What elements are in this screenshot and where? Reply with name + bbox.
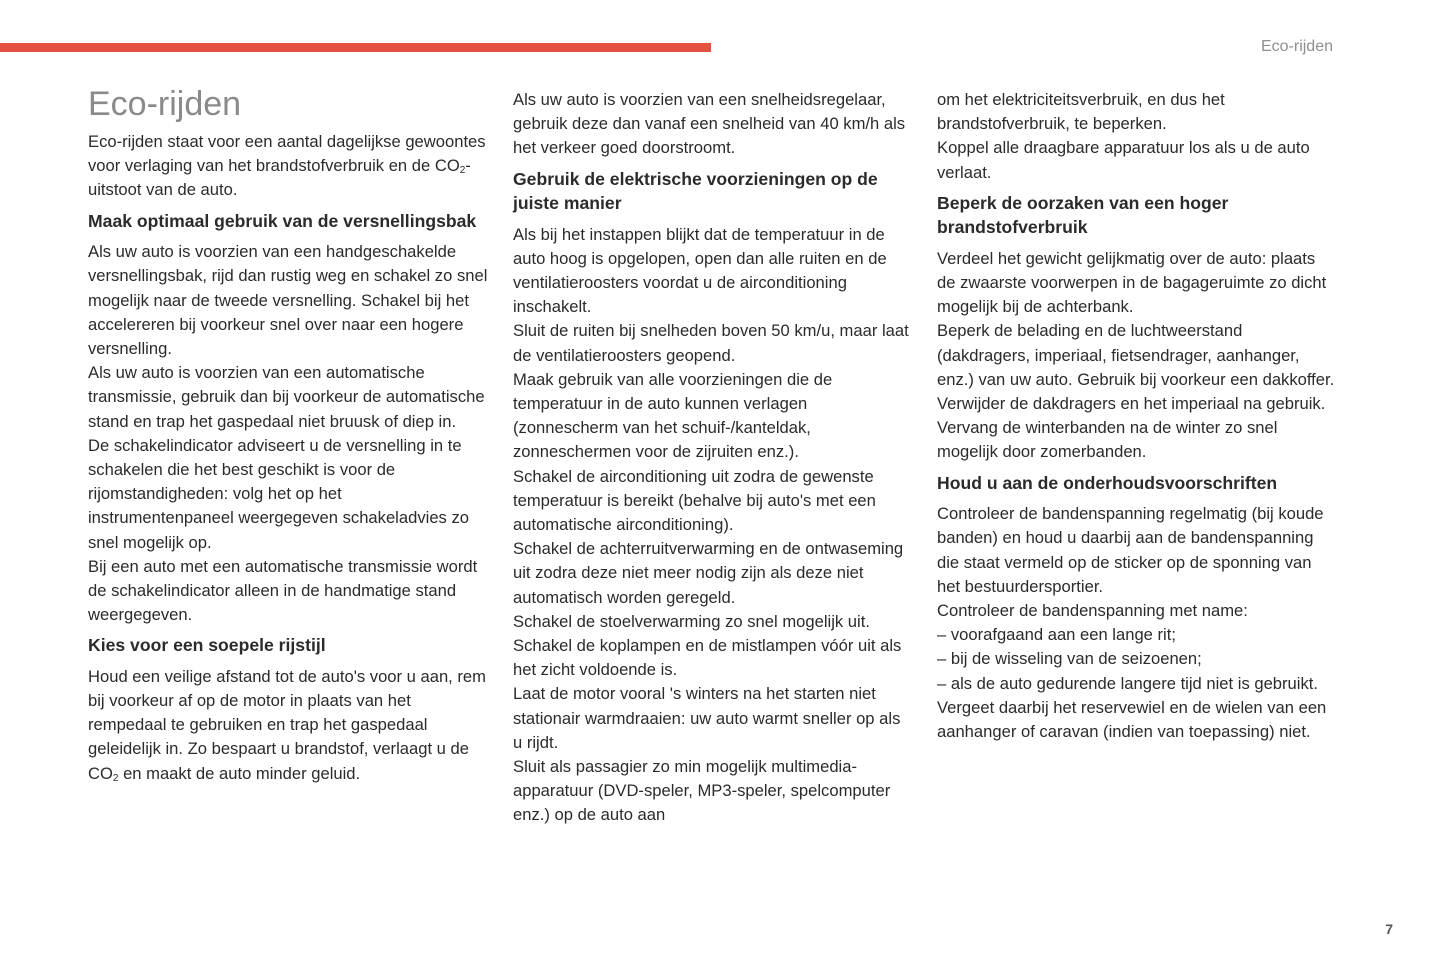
causes-paragraph-3: Verwijder de dakdragers en het imperiaal na gebruik. (937, 394, 1326, 414)
page-title: Eco-rijden (88, 85, 242, 123)
electrical-paragraph-7: Schakel de koplampen en de mistlampen vóór uit als het zicht voldoende is. (513, 636, 902, 680)
running-header: Eco-rijden (1260, 38, 1333, 55)
gearbox-paragraph-1: Als uw auto is voorzien van een handgeschakelde versnellingsbak, rijd dan rustig weg en schakel zo snel mogelijk naar de tweede versnelling. Schakel bij het accelereren bij voorkeur snel over naar een hogere versnelling. (88, 242, 488, 358)
electrical-paragraph-8: Laat de motor vooral 's winters na het starten niet stationair warmdraaien: uw auto warmt sneller op als u rijdt. (513, 684, 901, 752)
causes-paragraph-1: Verdeel het gewicht gelijkmatig over de auto: plaats de zwaarste voorwerpen in de bagageruimte zo dicht mogelijk bij de achterbank. (937, 248, 1327, 317)
cruise-control-paragraph: Als uw auto is voorzien van een snelheidsregelaar, gebruik deze dan vanaf een snelheid van 40 km/h als het verkeer goed doorstroomt. (513, 90, 906, 158)
continued-paragraph-2: Koppel alle draagbare apparatuur los als u de auto verlaat. (937, 138, 1310, 182)
intro-text-2: -uitstoot van de auto. (88, 156, 471, 200)
gearbox-paragraph-2: Als uw auto is voorzien van een automatische transmissie, gebruik dan bij voorkeur de automatische stand en trap het gaspedaal niet bruusk of diep in. (88, 363, 485, 431)
gearbox-paragraph-3: De schakelindicator adviseert u de versnelling in te schakelen die het best geschikt is voor de rijomstandigheden: volg het op het instrumentenpaneel weergegeven schakeladvies zo snel mogelijk op. (88, 435, 469, 552)
continued-paragraph-1: om het elektriciteitsverbruik, en dus het brandstofverbruik, te beperken. (937, 90, 1225, 134)
list-item: – bij de wisseling van de seizoenen; (937, 649, 1202, 669)
intro-paragraph (88, 130, 488, 203)
column-3 (937, 88, 1337, 744)
co2-subscript: 2 (112, 772, 119, 784)
style-text-1: Houd een veilige afstand tot de auto's voor u aan, rem bij voorkeur af op de motor in plaats van het rempedaal te gebruiken en trap het gaspedaal geleidelijk in. Zo bespaart u brandstof, verlaagt u de CO (88, 666, 486, 783)
electrical-paragraph-5: Schakel de achterruitverwarming en de ontwaseming uit zodra deze niet meer nodig zijn als deze niet automatisch worden geregeld. (513, 539, 904, 607)
electrical-paragraph-3: Maak gebruik van alle voorzieningen die de temperatuur in de auto kunnen verlagen (zonnescherm van het schuif-/kanteldak, zonneschermen voor de zijruiten enz.). (513, 369, 833, 462)
heading-electrical: Gebruik de elektrische voorzieningen op de juiste manier (513, 168, 878, 214)
list-item: – voorafgaand aan een lange rit; (937, 625, 1176, 645)
heading-gearbox: Maak optimaal gebruik van de versnellingsbak (88, 210, 477, 231)
driving-style-paragraph (88, 665, 488, 786)
causes-paragraph-2: Beperk de belading en de luchtweerstand (dakdragers, imperiaal, fietsendrager, aanhanger, enz.) van uw auto. Gebruik bij voorkeur een dakkoffer. (937, 321, 1335, 389)
electrical-paragraph-2: Sluit de ruiten bij snelheden boven 50 km/u, maar laat de ventilatieroosters geopend. (513, 321, 909, 365)
page-number: 7 (1385, 921, 1393, 937)
maintenance-paragraph-2: Controleer de bandenspanning met name: (937, 600, 1248, 620)
column-1 (88, 86, 488, 786)
electrical-paragraph-9: Sluit als passagier zo min mogelijk multimedia-apparatuur (DVD-speler, MP3-speler, spelcomputer enz.) op de auto aan (513, 757, 891, 825)
electrical-paragraph-1: Als bij het instappen blijkt dat de temperatuur in de auto hoog is opgelopen, open dan alle ruiten en de ventilatieroosters voordat u de airconditioning inschakelt. (513, 224, 887, 317)
maintenance-paragraph-3: Vergeet daarbij het reservewiel en de wielen van een aanhanger of caravan (indien van toepassing) niet. (937, 697, 1327, 741)
electrical-paragraph-6: Schakel de stoelverwarming zo snel mogelijk uit. (513, 611, 870, 631)
gearbox-paragraph-4: Bij een auto met een automatische transmissie wordt de schakelindicator alleen in de handmatige stand weergegeven. (88, 556, 478, 625)
column-2 (513, 88, 913, 828)
causes-paragraph-4: Vervang de winterbanden na de winter zo snel mogelijk door zomerbanden. (937, 418, 1278, 462)
intro-text-1: Eco-rijden staat voor een aantal dagelijkse gewoontes voor verlaging van het brandstofverbruik en de CO (88, 132, 486, 176)
heading-consumption-causes: Beperk de oorzaken van een hoger brandstofverbruik (937, 192, 1229, 238)
heading-maintenance: Houd u aan de onderhoudsvoorschriften (937, 472, 1278, 493)
heading-driving-style: Kies voor een soepele rijstijl (88, 635, 326, 656)
style-text-2: en maakt de auto minder geluid. (118, 763, 361, 783)
list-item: – als de auto gedurende langere tijd niet is gebruikt. (937, 673, 1318, 693)
co2-subscript: 2 (459, 165, 466, 177)
electrical-paragraph-4: Schakel de airconditioning uit zodra de gewenste temperatuur is bereikt (behalve bij auto's met een automatische airconditioning). (513, 466, 876, 535)
top-accent-bar (0, 43, 711, 52)
maintenance-paragraph-1: Controleer de bandenspanning regelmatig (bij koude banden) en houd u daarbij aan de bandenspanning die staat vermeld op de sticker op de sponning van het bestuurdersportier. (937, 504, 1324, 596)
